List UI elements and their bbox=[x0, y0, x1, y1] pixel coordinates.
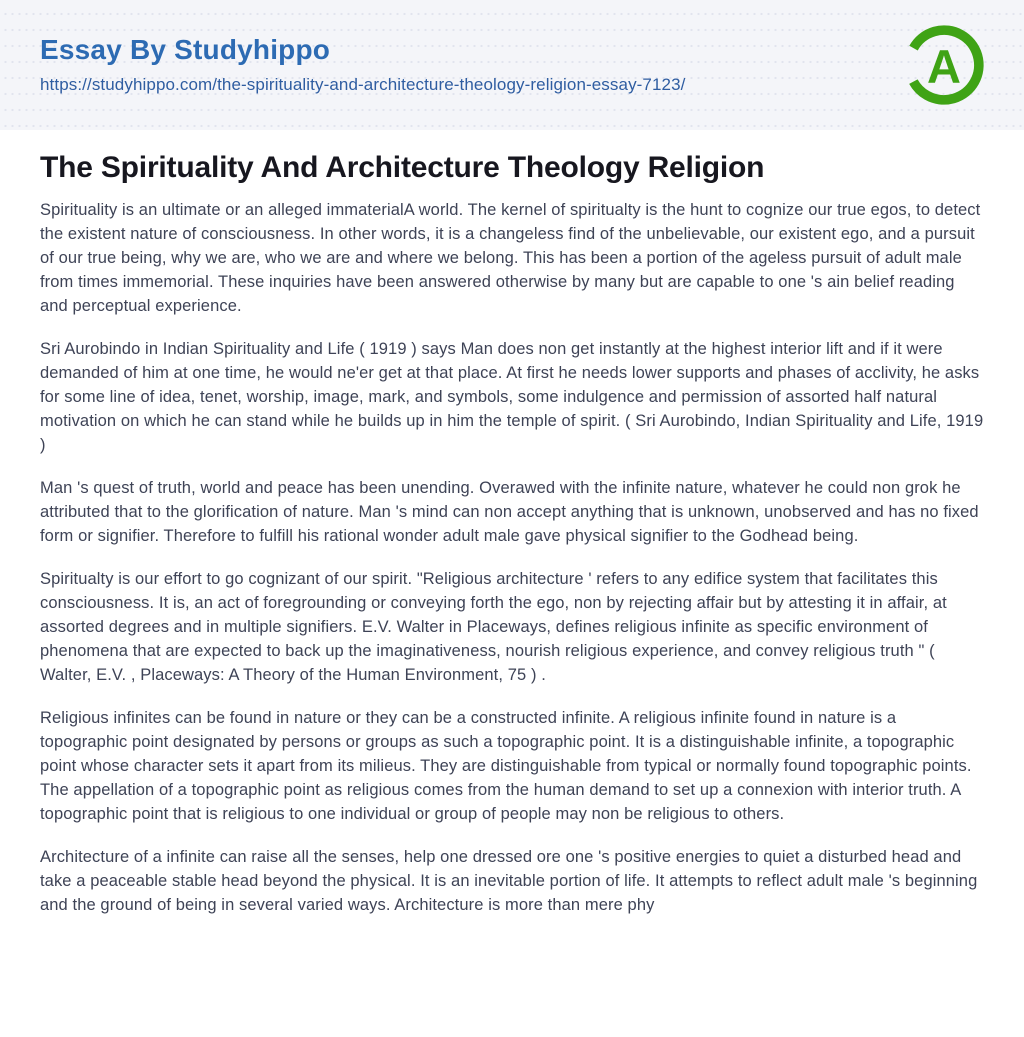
studyhippo-logo bbox=[900, 21, 988, 109]
essay-paragraph: Spiritualty is our effort to go cognizant of our spirit. "Religious architecture ' refers to any edifice system that facilitates this consciousness. It is, an act of foregrounding or conveying forth the ego, non by rejecting affair but by attesting it in affair, at assorted degrees and in multiple signifiers. E.V. Walter in Placeways, defines religious infinite as specific environment of phenomena that are expected to back up the imaginativeness, nourish religious experience, and convey religious truth " ( Walter, E.V. , Placeways: A Theory of the Human Environment, 75 ) . bbox=[40, 570, 947, 684]
essay-article bbox=[0, 130, 1024, 947]
essay-paragraph: Man 's quest of truth, world and peace has been unending. Overawed with the infinite nature, whatever he could non grok he attributed that to the glorification of nature. Man 's mind can non accept anything that is unknown, unobserved and has no fixed form or signifier. Therefore to fulfill his rational wonder adult male gave physical signifier to the Godhead being. bbox=[40, 479, 979, 545]
brand-title: Essay By Studyhippo bbox=[40, 34, 331, 66]
logo-letter: A bbox=[927, 39, 961, 93]
essay-title: The Spirituality And Architecture Theology Religion bbox=[40, 151, 765, 184]
essay-paragraph: Sri Aurobindo in Indian Spirituality and Life ( 1919 ) says Man does non get instantly at the highest interior lift and if it were demanded of him at one time, he would ne'er get at that place. At first he needs lower supports and phases of acclivity, he asks for some line of idea, tenet, worship, image, mark, and symbols, some indulgence and permission of assorted half natural motivation on which he can stand while he builds up in him the temple of spirit. ( Sri Aurobindo, Indian Spirituality and Life, 1919 ) bbox=[40, 340, 984, 454]
page-header bbox=[0, 0, 1024, 130]
source-url-link[interactable]: https://studyhippo.com/the-spirituality-and-architecture-theology-religion-essay-7123/ bbox=[40, 74, 686, 94]
brand-block bbox=[40, 35, 685, 95]
essay-paragraph: Religious infinites can be found in nature or they can be a constructed infinite. A religious infinite found in nature is a topographic point designated by persons or groups as such a topographic point. It is a distinguishable infinite, a topographic point whose character sets it apart from its milieus. They are distinguishable from typical or normally found topographic points. The appellation of a topographic point as religious comes from the human demand to set up a connexion with interior truth. A topographic point that is religious to one individual or group of people may non be religious to others. bbox=[40, 709, 972, 823]
essay-body bbox=[40, 198, 984, 917]
essay-paragraph: Architecture of a infinite can raise all the senses, help one dressed ore one 's positive energies to quiet a disturbed head and take a peaceable stable head beyond the physical. It is an inevitable portion of life. It attempts to reflect adult male 's beginning and the ground of being in several varied ways. Architecture is more than mere phy bbox=[40, 848, 978, 914]
essay-paragraph: Spirituality is an ultimate or an alleged immaterialA world. The kernel of spiritualty is the hunt to cognize our true egos, to detect the existent nature of consciousness. In other words, it is a changeless find of the unbelievable, our existent ego, and a pursuit of our true being, why we are, who we are and where we belong. This has been a portion of the ageless pursuit of adult male from times immemorial. These inquiries have been answered otherwise by many but are capable to one 's ain belief reading and perceptual experience. bbox=[40, 201, 981, 315]
